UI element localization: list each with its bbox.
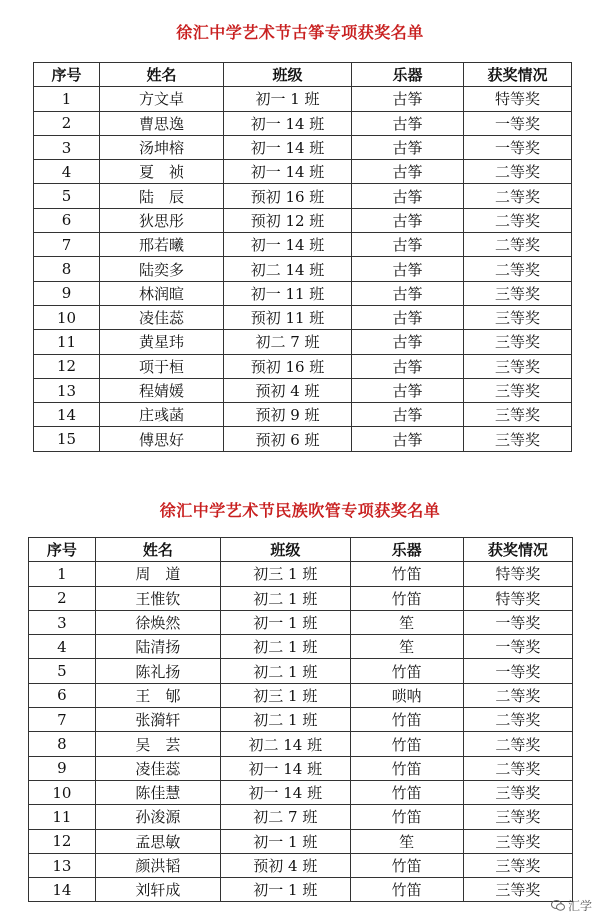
cell-instrument: 竹笛 — [350, 659, 463, 683]
table-row — [34, 354, 572, 378]
table-row — [34, 427, 572, 451]
cell-instrument: 古筝 — [352, 330, 464, 354]
cell-name: 颜洪韬 — [95, 853, 220, 877]
cell-number: 10 — [29, 780, 96, 804]
cell-award: 二等奖 — [463, 732, 572, 756]
cell-class: 初二 14 班 — [224, 257, 352, 281]
wechat-watermark — [551, 897, 592, 914]
cell-class: 初一 14 班 — [224, 233, 352, 257]
cell-class: 预初 4 班 — [221, 853, 350, 877]
cell-name: 项于桓 — [100, 354, 224, 378]
cell-instrument: 古筝 — [352, 378, 464, 402]
table-row — [34, 330, 572, 354]
cell-award: 三等奖 — [464, 427, 572, 451]
cell-name: 程婧媛 — [100, 378, 224, 402]
cell-award: 三等奖 — [463, 805, 572, 829]
cell-instrument: 竹笛 — [350, 732, 463, 756]
table-row — [34, 403, 572, 427]
cell-name: 陈佳慧 — [95, 780, 220, 804]
table-row — [29, 853, 573, 877]
column-header-name: 姓名 — [95, 538, 220, 562]
watermark-text: 汇学 — [567, 899, 592, 913]
table-row — [29, 708, 573, 732]
column-header-number: 序号 — [29, 538, 96, 562]
cell-class: 初一 1 班 — [224, 87, 352, 111]
cell-name: 陆奕多 — [100, 257, 224, 281]
table-header-row — [34, 63, 572, 87]
cell-number: 1 — [29, 562, 96, 586]
cell-class: 初三 1 班 — [221, 683, 350, 707]
cell-name: 曹思逸 — [100, 111, 224, 135]
cell-number: 9 — [34, 281, 100, 305]
cell-instrument: 古筝 — [352, 403, 464, 427]
cell-instrument: 古筝 — [352, 87, 464, 111]
guzheng-award-table — [33, 62, 572, 452]
cell-award: 一等奖 — [464, 135, 572, 159]
cell-number: 13 — [29, 853, 96, 877]
wechat-icon — [551, 900, 565, 911]
cell-award: 三等奖 — [463, 780, 572, 804]
cell-name: 庄彧菡 — [100, 403, 224, 427]
cell-instrument: 竹笛 — [350, 562, 463, 586]
table-row — [34, 305, 572, 329]
cell-class: 初一 1 班 — [221, 610, 350, 634]
cell-class: 预初 4 班 — [224, 378, 352, 402]
cell-number: 3 — [29, 610, 96, 634]
cell-award: 三等奖 — [464, 305, 572, 329]
cell-name: 张漪轩 — [95, 708, 220, 732]
table-row — [34, 111, 572, 135]
cell-number: 9 — [29, 756, 96, 780]
column-header-class: 班级 — [221, 538, 350, 562]
cell-instrument: 古筝 — [352, 135, 464, 159]
cell-class: 初二 1 班 — [221, 708, 350, 732]
cell-number: 12 — [29, 829, 96, 853]
cell-name: 邢若曦 — [100, 233, 224, 257]
cell-name: 刘轩成 — [95, 878, 220, 902]
cell-name: 徐焕然 — [95, 610, 220, 634]
column-header-instrument: 乐器 — [352, 63, 464, 87]
wind-instrument-award-table — [28, 537, 573, 902]
cell-number: 7 — [29, 708, 96, 732]
cell-number: 14 — [29, 878, 96, 902]
cell-award: 特等奖 — [463, 562, 572, 586]
cell-instrument: 竹笛 — [350, 805, 463, 829]
table-row — [29, 610, 573, 634]
cell-award: 二等奖 — [463, 683, 572, 707]
cell-number: 5 — [29, 659, 96, 683]
cell-award: 三等奖 — [464, 330, 572, 354]
column-header-number: 序号 — [34, 63, 100, 87]
column-header-class: 班级 — [224, 63, 352, 87]
table-row — [29, 829, 573, 853]
table-row — [34, 135, 572, 159]
cell-name: 凌佳蕊 — [100, 305, 224, 329]
cell-name: 方文卓 — [100, 87, 224, 111]
cell-instrument: 古筝 — [352, 257, 464, 281]
cell-name: 周 道 — [95, 562, 220, 586]
cell-name: 王 郇 — [95, 683, 220, 707]
cell-instrument: 古筝 — [352, 305, 464, 329]
cell-award: 特等奖 — [463, 586, 572, 610]
cell-number: 2 — [29, 586, 96, 610]
cell-instrument: 竹笛 — [350, 586, 463, 610]
cell-class: 初二 14 班 — [221, 732, 350, 756]
cell-number: 6 — [34, 208, 100, 232]
cell-number: 5 — [34, 184, 100, 208]
cell-class: 预初 16 班 — [224, 184, 352, 208]
cell-name: 汤坤榕 — [100, 135, 224, 159]
cell-instrument: 古筝 — [352, 184, 464, 208]
cell-number: 3 — [34, 135, 100, 159]
cell-name: 陆 辰 — [100, 184, 224, 208]
column-header-award: 获奖情况 — [463, 538, 572, 562]
cell-number: 1 — [34, 87, 100, 111]
cell-award: 一等奖 — [463, 610, 572, 634]
cell-instrument: 竹笛 — [350, 708, 463, 732]
table-row — [29, 780, 573, 804]
table-row — [29, 586, 573, 610]
cell-class: 预初 11 班 — [224, 305, 352, 329]
cell-name: 傅思好 — [100, 427, 224, 451]
cell-instrument: 笙 — [350, 635, 463, 659]
cell-instrument: 古筝 — [352, 160, 464, 184]
cell-instrument: 古筝 — [352, 208, 464, 232]
table-row — [29, 635, 573, 659]
cell-number: 8 — [29, 732, 96, 756]
table-row — [29, 756, 573, 780]
cell-class: 初二 1 班 — [221, 635, 350, 659]
table-row — [29, 805, 573, 829]
cell-award: 三等奖 — [464, 281, 572, 305]
cell-instrument: 笙 — [350, 610, 463, 634]
table-row — [29, 878, 573, 902]
table-row — [34, 87, 572, 111]
cell-award: 二等奖 — [463, 756, 572, 780]
cell-number: 13 — [34, 378, 100, 402]
cell-class: 预初 16 班 — [224, 354, 352, 378]
cell-instrument: 笙 — [350, 829, 463, 853]
table-row — [29, 659, 573, 683]
cell-name: 王惟钦 — [95, 586, 220, 610]
cell-class: 预初 12 班 — [224, 208, 352, 232]
cell-name: 林润暄 — [100, 281, 224, 305]
cell-instrument: 竹笛 — [350, 756, 463, 780]
cell-instrument: 竹笛 — [350, 780, 463, 804]
cell-name: 孟思敏 — [95, 829, 220, 853]
cell-number: 4 — [34, 160, 100, 184]
table-header-row — [29, 538, 573, 562]
cell-instrument: 古筝 — [352, 281, 464, 305]
cell-instrument: 唢呐 — [350, 683, 463, 707]
cell-award: 二等奖 — [464, 233, 572, 257]
cell-class: 初三 1 班 — [221, 562, 350, 586]
cell-class: 初一 14 班 — [224, 160, 352, 184]
cell-award: 二等奖 — [464, 184, 572, 208]
cell-number: 7 — [34, 233, 100, 257]
cell-award: 一等奖 — [464, 111, 572, 135]
cell-class: 初二 1 班 — [221, 659, 350, 683]
cell-name: 陆清扬 — [95, 635, 220, 659]
cell-number: 10 — [34, 305, 100, 329]
table-row — [34, 257, 572, 281]
table-row — [34, 281, 572, 305]
table-row — [29, 683, 573, 707]
cell-name: 吴 芸 — [95, 732, 220, 756]
cell-award: 二等奖 — [463, 708, 572, 732]
cell-number: 6 — [29, 683, 96, 707]
column-header-name: 姓名 — [100, 63, 224, 87]
table-row — [34, 233, 572, 257]
cell-award: 三等奖 — [464, 354, 572, 378]
cell-instrument: 古筝 — [352, 111, 464, 135]
cell-class: 初一 14 班 — [221, 756, 350, 780]
cell-number: 11 — [29, 805, 96, 829]
cell-award: 一等奖 — [463, 635, 572, 659]
cell-instrument: 古筝 — [352, 354, 464, 378]
cell-number: 14 — [34, 403, 100, 427]
cell-number: 2 — [34, 111, 100, 135]
cell-class: 预初 6 班 — [224, 427, 352, 451]
cell-award: 三等奖 — [464, 403, 572, 427]
cell-class: 初二 7 班 — [224, 330, 352, 354]
cell-class: 初一 14 班 — [221, 780, 350, 804]
cell-class: 初一 11 班 — [224, 281, 352, 305]
cell-instrument: 古筝 — [352, 427, 464, 451]
table-row — [34, 378, 572, 402]
cell-class: 初一 1 班 — [221, 878, 350, 902]
cell-number: 11 — [34, 330, 100, 354]
cell-number: 15 — [34, 427, 100, 451]
cell-name: 陈礼扬 — [95, 659, 220, 683]
cell-award: 三等奖 — [463, 853, 572, 877]
table-row — [34, 208, 572, 232]
cell-class: 预初 9 班 — [224, 403, 352, 427]
cell-instrument: 竹笛 — [350, 853, 463, 877]
cell-instrument: 竹笛 — [350, 878, 463, 902]
cell-class: 初一 14 班 — [224, 135, 352, 159]
cell-class: 初一 1 班 — [221, 829, 350, 853]
cell-award: 特等奖 — [464, 87, 572, 111]
cell-award: 三等奖 — [463, 878, 572, 902]
guzheng-section-title: 徐汇中学艺术节古筝专项获奖名单 — [176, 23, 424, 42]
cell-award: 一等奖 — [463, 659, 572, 683]
cell-award: 三等奖 — [464, 378, 572, 402]
cell-class: 初一 14 班 — [224, 111, 352, 135]
cell-award: 三等奖 — [463, 829, 572, 853]
wind-instrument-section-title: 徐汇中学艺术节民族吹管专项获奖名单 — [159, 501, 441, 520]
cell-instrument: 古筝 — [352, 233, 464, 257]
cell-class: 初二 1 班 — [221, 586, 350, 610]
cell-number: 12 — [34, 354, 100, 378]
column-header-instrument: 乐器 — [350, 538, 463, 562]
cell-name: 黄星玮 — [100, 330, 224, 354]
table-row — [34, 160, 572, 184]
cell-award: 二等奖 — [464, 257, 572, 281]
cell-number: 4 — [29, 635, 96, 659]
cell-name: 夏 祯 — [100, 160, 224, 184]
column-header-award: 获奖情况 — [464, 63, 572, 87]
cell-name: 孙浚源 — [95, 805, 220, 829]
table-row — [29, 732, 573, 756]
cell-name: 狄思彤 — [100, 208, 224, 232]
table-row — [29, 562, 573, 586]
cell-class: 初二 7 班 — [221, 805, 350, 829]
cell-name: 凌佳蕊 — [95, 756, 220, 780]
cell-award: 二等奖 — [464, 208, 572, 232]
cell-award: 二等奖 — [464, 160, 572, 184]
table-row — [34, 184, 572, 208]
cell-number: 8 — [34, 257, 100, 281]
